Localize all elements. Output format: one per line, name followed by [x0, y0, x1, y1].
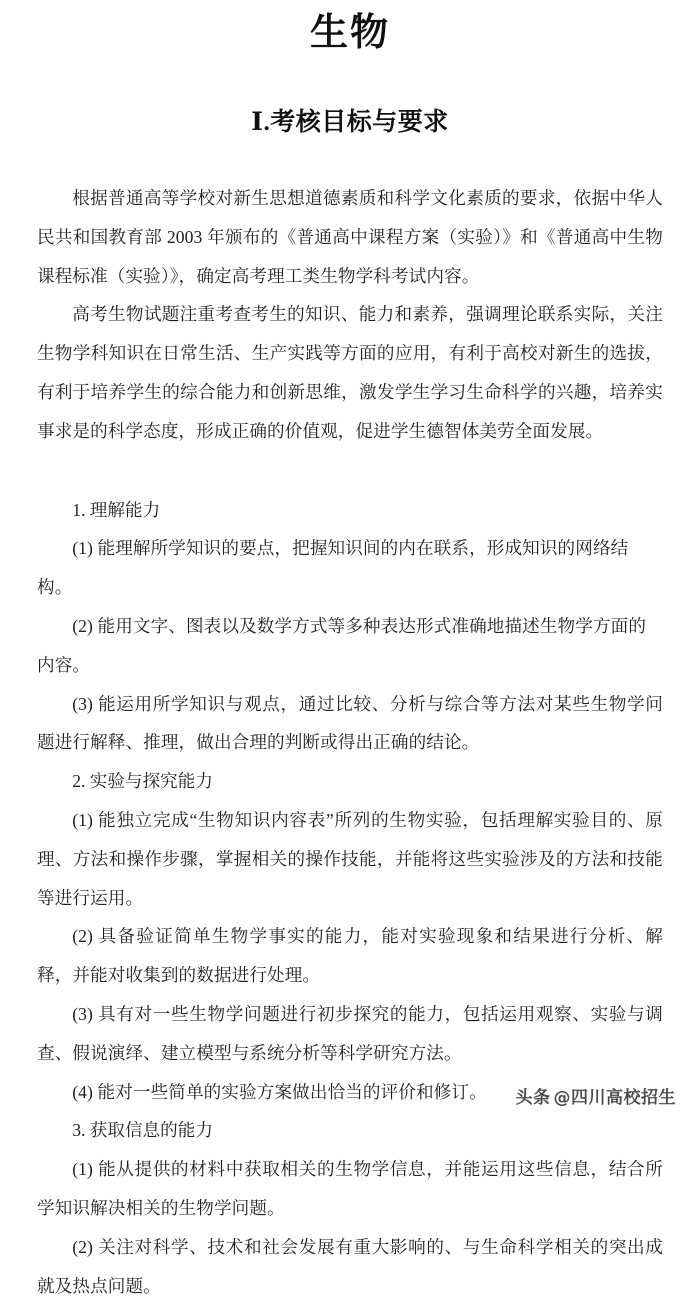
ability-2-item-1: [37, 801, 663, 917]
item-label: (2): [72, 1236, 94, 1257]
item-text: 关注对科学、技术和社会发展有重大影响的、与生命科学相关的突出成就及热点问题。: [37, 1236, 663, 1296]
ability-group-3: [37, 1111, 663, 1305]
item-label: (3): [72, 1003, 94, 1024]
watermark: [516, 1083, 677, 1108]
item-label: (2): [72, 615, 94, 636]
ability-1-item-3: [37, 685, 663, 763]
ability-1-item-1: [37, 529, 663, 607]
watermark-handle: @四川高校招生: [553, 1088, 676, 1108]
item-label: (1): [72, 809, 94, 830]
watermark-brand: 头条: [515, 1088, 551, 1108]
item-text: 能运用所学知识与观点，通过比较、分析与综合等方法对某些生物学问题进行解释、推理，做出合理的判断或得出正确的结论。: [37, 693, 663, 753]
ability-title-2: 实验与探究能力: [89, 771, 213, 792]
ability-group-1: [37, 491, 663, 763]
ability-3-item-2: [37, 1228, 663, 1305]
item-text: 能理解所学知识的要点，把握知识间的内在联系，形成知识的网络结构。: [37, 538, 629, 598]
item-label: (3): [72, 693, 94, 714]
item-text: 能从提供的材料中获取相关的生物学信息，并能运用这些信息，结合所学知识解决相关的生物学问题。: [37, 1159, 663, 1218]
item-label: (2): [72, 926, 94, 947]
item-text: 能独立完成“生物知识内容表”所列的生物实验，包括理解实验目的、原理、方法和操作步骤，掌握相关的操作技能，并能将这些实验涉及的方法和技能等进行运用。: [37, 809, 663, 908]
section-heading: Ⅰ.考核目标与要求: [251, 109, 449, 136]
ability-1-item-2: [37, 607, 663, 685]
document-body: [37, 135, 663, 1305]
ability-heading-2: [37, 762, 663, 801]
intro-paragraph-1: 根据普通高等学校对新生思想道德素质和科学文化素质的要求，依据中华人民共和国教育部 2003 年颁布的《普通高中课程方案（实验）》和《普通高中生物课程标准（实验）》，确定高考理工类生物学科考试内容。: [37, 188, 663, 286]
paragraph-gap: [37, 451, 663, 491]
ability-2-item-2: [37, 917, 663, 995]
item-text: 能用文字、图表以及数学方式等多种表达形式准确地描述生物学方面的内容。: [37, 615, 647, 675]
item-text: 能对一些简单的实验方案做出恰当的评价和修订。: [97, 1081, 487, 1102]
ability-number-2: 2.: [72, 771, 86, 792]
ability-2-item-3: [37, 995, 663, 1073]
item-label: (4): [72, 1081, 94, 1102]
ability-heading-1: [37, 491, 663, 530]
ability-3-item-1: [37, 1150, 663, 1228]
item-label: (1): [72, 1159, 94, 1180]
ability-number-3: 3.: [72, 1120, 86, 1141]
item-text: 具备验证简单生物学事实的能力，能对实验现象和结果进行分析、解释，并能对收集到的数据进行处理。: [37, 926, 663, 986]
ability-heading-3: [37, 1111, 663, 1150]
ability-title-3: 获取信息的能力: [89, 1120, 213, 1141]
item-label: (1): [72, 538, 94, 559]
ability-group-2: [37, 762, 663, 1111]
intro-paragraph-2: 高考生物试题注重考查考生的知识、能力和素养，强调理论联系实际，关注生物学科知识在日常生活、生产实践等方面的应用，有利于高校对新生的选拔，有利于培养学生的综合能力和创新思维，激发学生学习生命科学的兴趣，培养实事求是的科学态度，形成正确的价值观，促进学生德智体美劳全面发展。: [37, 304, 663, 441]
ability-title-1: 理解能力: [89, 499, 161, 520]
ability-number-1: 1.: [72, 499, 86, 520]
page-title: 生物: [309, 12, 390, 54]
item-text: 具有对一些生物学问题进行初步探究的能力，包括运用观察、实验与调查、假说演绎、建立模型与系统分析等科学研究方法。: [37, 1003, 663, 1063]
